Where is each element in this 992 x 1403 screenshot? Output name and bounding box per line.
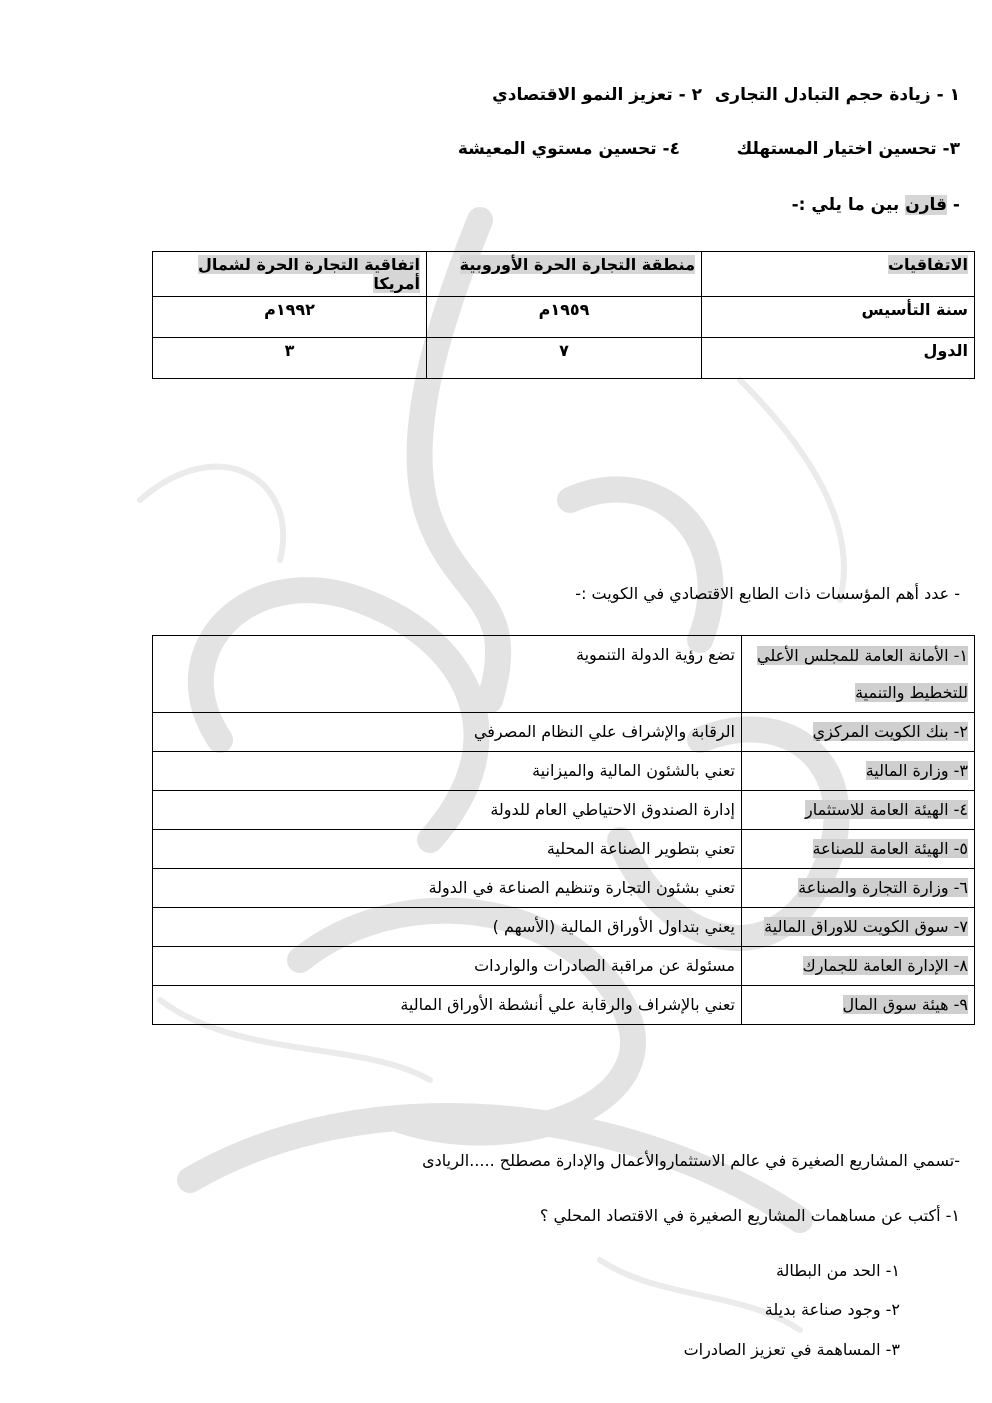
table-row <box>153 908 975 947</box>
institution-role: تعني بالإشراف والرقابة علي أنشطة الأوراق المالية <box>153 986 742 1025</box>
table-row <box>153 713 975 752</box>
compare-word: قارن <box>905 195 948 215</box>
row-label: سنة التأسيس <box>702 297 975 338</box>
institution-name: ٦- وزارة التجارة والصناعة <box>742 869 975 908</box>
table-header-row <box>153 252 975 297</box>
institution-name: ٣- وزارة المالية <box>742 752 975 791</box>
small-projects-question: ١- أكتب عن مساهمات المشاريع الصغيرة في الاقتصاد المحلي ؟ <box>539 1206 960 1225</box>
benefit-3: ٣- تحسين اختيار المستهلك <box>736 139 960 159</box>
row-value: ٧ <box>427 338 702 379</box>
table-row <box>153 338 975 379</box>
institution-role: يعني بتداول الأوراق المالية (الأسهم ) <box>153 908 742 947</box>
header-cell: اتفاقية التجارة الحرة لشمال أمريكا <box>153 252 427 297</box>
institution-name: ٤- الهيئة العامة للاستثمار <box>742 791 975 830</box>
table-row <box>153 869 975 908</box>
institution-role: الرقابة والإشراف علي النظام المصرفي <box>153 713 742 752</box>
row-value: ٣ <box>153 338 427 379</box>
benefit-2: ٢ - تعزيز النمو الاقتصادي <box>492 85 702 105</box>
row-value: ١٩٩٢م <box>153 297 427 338</box>
institution-role: إدارة الصندوق الاحتياطي العام للدولة <box>153 791 742 830</box>
institution-name: ٨- الإدارة العامة للجمارك <box>742 947 975 986</box>
institution-role: تعني بالشئون المالية والميزانية <box>153 752 742 791</box>
header-cell: الاتفاقيات <box>702 252 975 297</box>
header-cell: منطقة التجارة الحرة الأوروبية <box>427 252 702 297</box>
table-row <box>153 791 975 830</box>
compare-prefix: - <box>947 195 960 215</box>
table-row <box>153 636 975 713</box>
answer-item: ٣- المساهمة في تعزيز الصادرات <box>683 1340 900 1359</box>
institution-name: ٧- سوق الكويت للاوراق المالية <box>742 908 975 947</box>
institutions-heading: - عدد أهم المؤسسات ذات الطابع الاقتصادي في الكويت :- <box>575 584 960 603</box>
agreements-table <box>152 251 975 379</box>
small-projects-definition: -تسمي المشاريع الصغيرة في عالم الاستثماروالأعمال والإدارة مصطلح .....الريادى <box>422 1151 960 1170</box>
benefit-1: ١ - زيادة حجم التبادل التجارى <box>714 85 960 105</box>
table-row <box>153 947 975 986</box>
table-row <box>153 830 975 869</box>
institution-name: ٢- بنك الكويت المركزي <box>742 713 975 752</box>
compare-rest: بين ما يلي :- <box>791 195 906 215</box>
row-label: الدول <box>702 338 975 379</box>
table-row <box>153 752 975 791</box>
institution-role: مسئولة عن مراقبة الصادرات والواردات <box>153 947 742 986</box>
institution-name: ١- الأمانة العامة للمجلس الأعلي للتخطيط والتنمية <box>742 636 975 713</box>
benefit-4: ٤- تحسين مستوي المعيشة <box>457 139 680 159</box>
table-row <box>153 986 975 1025</box>
row-value: ١٩٥٩م <box>427 297 702 338</box>
answer-item: ٢- وجود صناعة بديلة <box>764 1300 900 1319</box>
institutions-table <box>152 635 975 1025</box>
institution-role: تعني بشئون التجارة وتنظيم الصناعة في الدولة <box>153 869 742 908</box>
institution-name: ٩- هيئة سوق المال <box>742 986 975 1025</box>
answer-item: ١- الحد من البطالة <box>775 1261 900 1280</box>
institution-role: تعني بتطوير الصناعة المحلية <box>153 830 742 869</box>
compare-heading <box>792 195 960 215</box>
institution-role: تضع رؤية الدولة التنموية <box>153 636 742 713</box>
institution-name: ٥- الهيئة العامة للصناعة <box>742 830 975 869</box>
table-row <box>153 297 975 338</box>
